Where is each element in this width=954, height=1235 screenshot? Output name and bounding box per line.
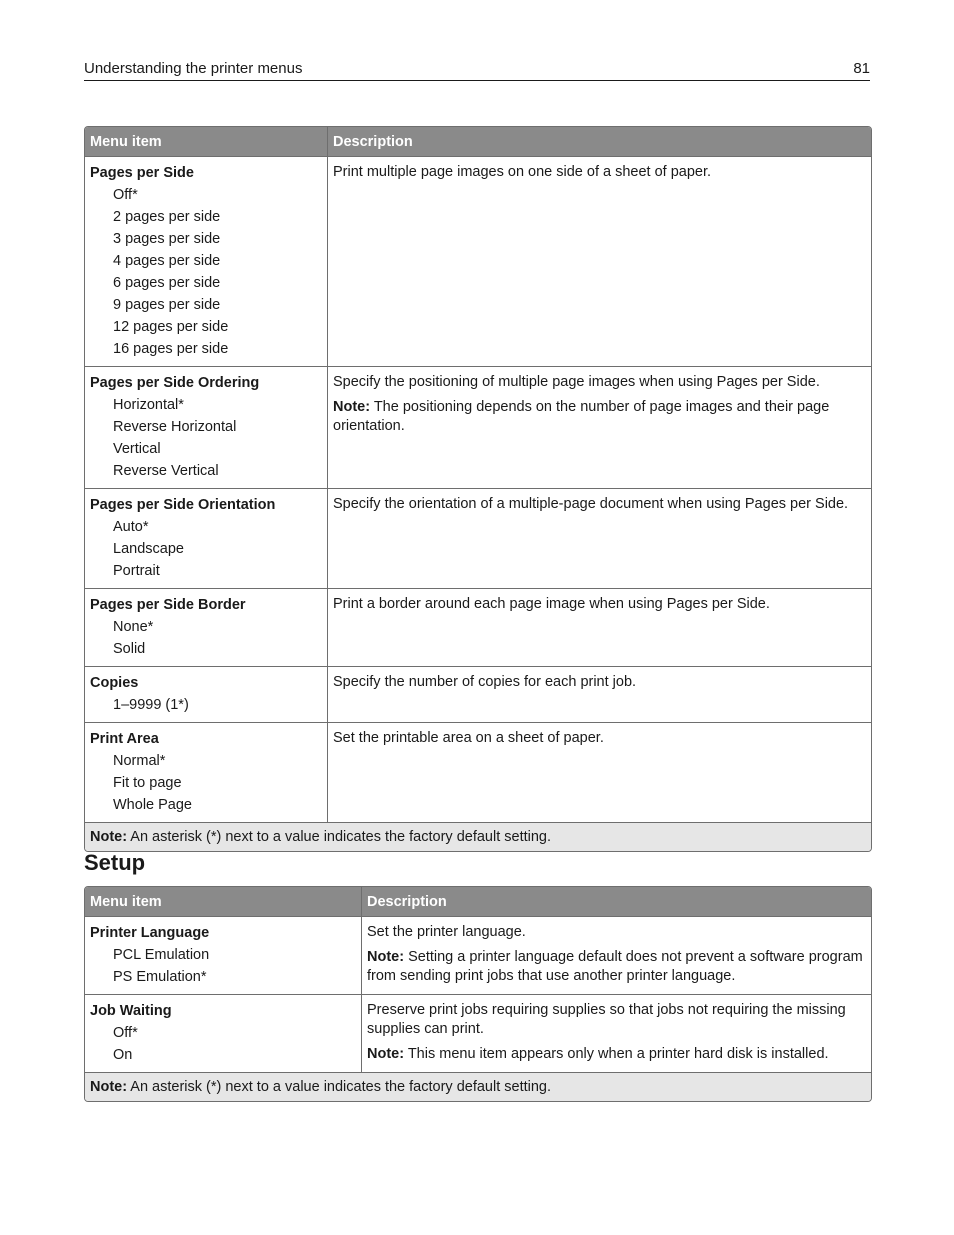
note-label: Note:: [367, 1046, 405, 1062]
description-text: Print a border around each page image when using Pages per Side.: [333, 596, 770, 612]
description-text: Print multiple page images on one side of a sheet of paper.: [333, 164, 712, 180]
description-text: Specify the number of copies for each print job.: [333, 674, 637, 690]
menu-item-title: Pages per Side Border: [90, 597, 246, 613]
description-text: Specify the orientation of a multiple-page document when using Pages per Side.: [333, 496, 849, 512]
menu-option: Auto*: [113, 519, 149, 535]
menu-option: 9 pages per side: [113, 297, 221, 313]
table-header: [85, 887, 871, 916]
description-cell: [362, 917, 871, 994]
menu-item-title: Pages per Side Ordering: [90, 375, 260, 391]
menu-item-title: Pages per Side Orientation: [90, 497, 276, 513]
menu-option: Horizontal*: [113, 397, 184, 413]
menu-option: Off*: [113, 187, 138, 203]
description-cell: [328, 667, 871, 722]
menu-option: Reverse Vertical: [113, 463, 219, 479]
note-text: The positioning depends on the number of page images and their page orientation.: [333, 399, 830, 434]
menu-option: Landscape: [113, 541, 184, 557]
note: [367, 1045, 867, 1064]
table-footer-note: [85, 1072, 871, 1101]
menu-option: On: [113, 1047, 133, 1063]
menu-option: Reverse Horizontal: [113, 419, 237, 435]
description-cell: [328, 489, 871, 588]
menu-option: Vertical: [113, 441, 161, 457]
menu-item-title: Job Waiting: [90, 1003, 172, 1019]
menu-item-title: Print Area: [90, 731, 159, 747]
menu-option: 4 pages per side: [113, 253, 221, 269]
menu-option: Off*: [113, 1025, 138, 1041]
table-row: [85, 722, 871, 822]
note-text: An asterisk (*) next to a value indicates the factory default setting.: [127, 829, 552, 845]
description-text: Preserve print jobs requiring supplies so that jobs not requiring the missing supplies can print.: [367, 1002, 846, 1037]
page-number: 81: [853, 60, 870, 77]
menu-item-title: Printer Language: [90, 925, 210, 941]
menu-item-cell: [85, 589, 328, 666]
column-header-menu-item: Menu item: [85, 127, 328, 156]
menu-item-cell: [85, 367, 328, 488]
note: [367, 948, 867, 986]
description-cell: [362, 995, 871, 1072]
menu-option: 3 pages per side: [113, 231, 221, 247]
note: [333, 398, 867, 436]
menu-item-title: Copies: [90, 675, 139, 691]
description-text: Set the printer language.: [367, 924, 526, 940]
column-header-menu-item: Menu item: [85, 887, 362, 916]
table-row: [85, 156, 871, 366]
menu-item-cell: [85, 489, 328, 588]
table-footer-note: [85, 822, 871, 851]
setup-menu-table: [84, 886, 872, 1102]
description-text: Specify the positioning of multiple page images when using Pages per Side.: [333, 374, 820, 390]
note-text: Setting a printer language default does not prevent a software program from sending print jobs that use another printer language.: [367, 949, 863, 984]
print-layout-menu-table: [84, 126, 872, 852]
note-label: Note:: [90, 1079, 128, 1095]
menu-option: 6 pages per side: [113, 275, 221, 291]
chapter-title: Understanding the printer menus: [84, 60, 303, 77]
table-header: [85, 127, 871, 156]
menu-item-cell: [85, 995, 362, 1072]
menu-option: Fit to page: [113, 775, 182, 791]
description-cell: [328, 723, 871, 822]
section-title: Setup: [84, 850, 146, 875]
description-text: Set the printable area on a sheet of paper.: [333, 730, 604, 746]
menu-option: 2 pages per side: [113, 209, 221, 225]
menu-item-title: Pages per Side: [90, 165, 194, 181]
note-label: Note:: [367, 949, 405, 965]
description-cell: [328, 589, 871, 666]
menu-option: Normal*: [113, 753, 166, 769]
table-row: [85, 916, 871, 994]
menu-option: Whole Page: [113, 797, 192, 813]
table-row: [85, 488, 871, 588]
description-cell: [328, 367, 871, 488]
menu-option: PCL Emulation: [113, 947, 210, 963]
menu-item-cell: [85, 723, 328, 822]
column-header-description: Description: [333, 134, 413, 150]
description-cell: [328, 157, 871, 366]
note-label: Note:: [90, 829, 128, 845]
note-text: This menu item appears only when a printer hard disk is installed.: [404, 1046, 829, 1062]
table-row: [85, 994, 871, 1072]
menu-item-cell: [85, 917, 362, 994]
menu-option: 12 pages per side: [113, 319, 229, 335]
menu-option: None*: [113, 619, 154, 635]
menu-option: 1–9999 (1*): [113, 697, 189, 713]
note-label: Note:: [333, 399, 371, 415]
table-row: [85, 666, 871, 722]
note-text: An asterisk (*) next to a value indicates the factory default setting.: [127, 1079, 552, 1095]
menu-option: Portrait: [113, 563, 160, 579]
menu-item-cell: [85, 157, 328, 366]
page-header: [84, 60, 870, 81]
table-row: [85, 366, 871, 488]
menu-option: Solid: [113, 641, 146, 657]
column-header-description: Description: [367, 894, 447, 910]
menu-option: 16 pages per side: [113, 341, 229, 357]
menu-item-cell: [85, 667, 328, 722]
menu-option: PS Emulation*: [113, 969, 207, 985]
table-row: [85, 588, 871, 666]
